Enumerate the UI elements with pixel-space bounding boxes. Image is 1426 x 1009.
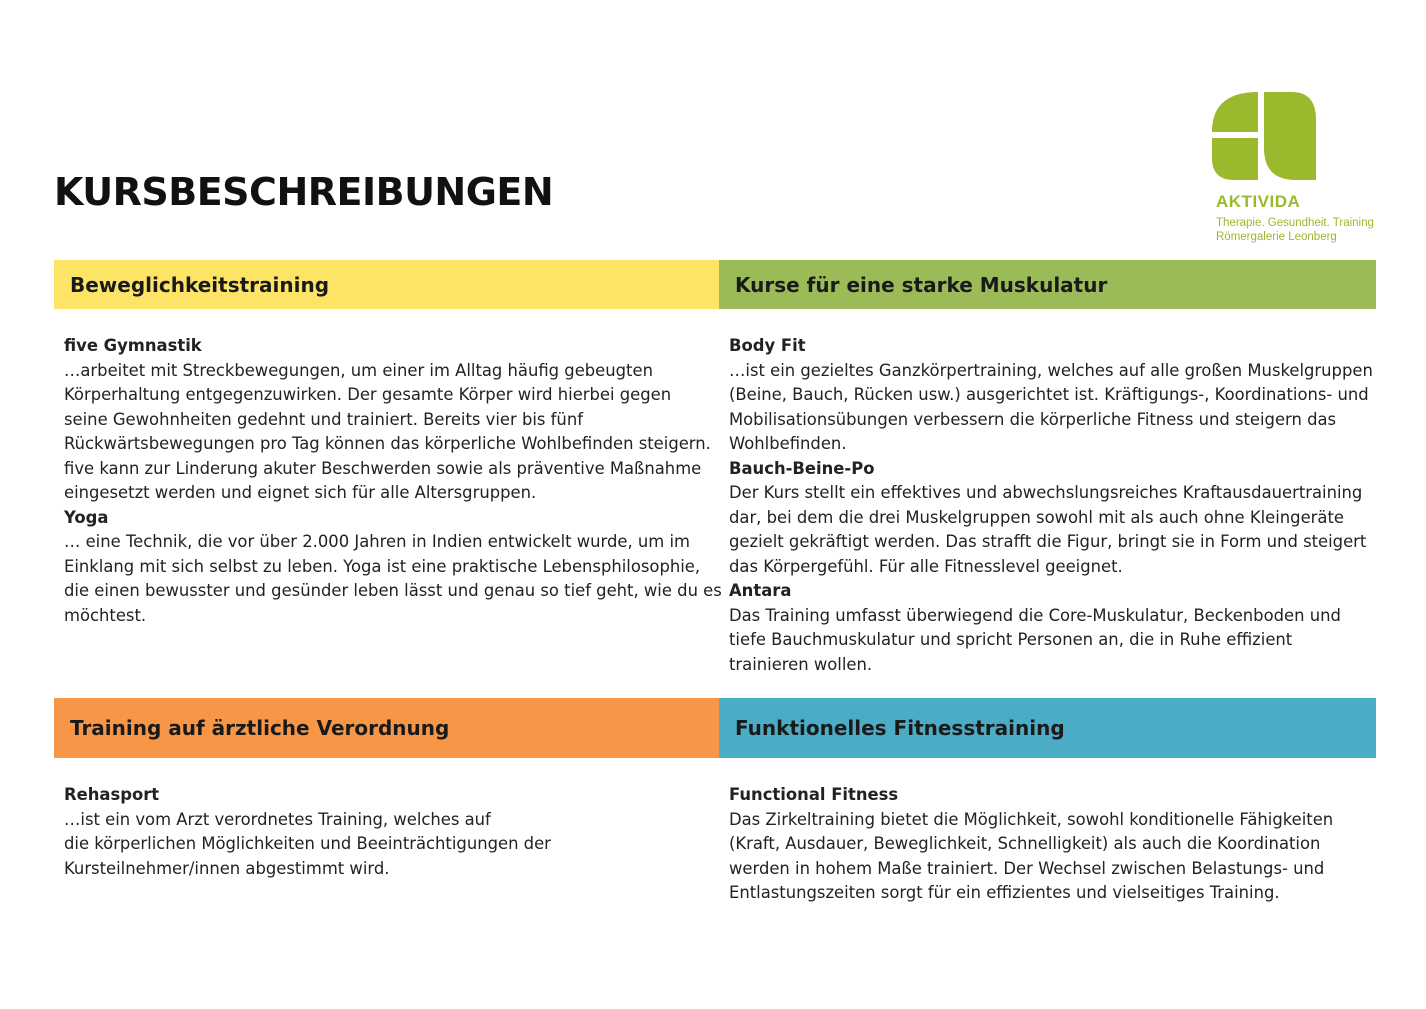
logo-tagline: Therapie. Gesundheit. Training	[1216, 217, 1374, 229]
course-text: …arbeitet mit Streckbewegungen, um einer im Alltag häufig gebeugten	[64, 360, 653, 380]
course-text: werden in hohem Maße trainiert. Der Wechsel zwischen Belastungs- und	[729, 858, 1325, 878]
page-title: KURSBESCHREIBUNGEN	[54, 170, 554, 214]
course-text: Wohlbefinden.	[729, 434, 847, 453]
course-name: five Gymnastik	[64, 336, 202, 355]
course-text: (Kraft, Ausdauer, Beweglichkeit, Schnelligkeit) als auch die Koordination	[729, 834, 1321, 853]
section-header-flexibility: Beweglichkeitstraining	[54, 260, 719, 309]
course-text: …ist ein vom Arzt verordnetes Training, welches auf	[64, 809, 491, 829]
course-text: das Körpergefühl. Für alle Fitnesslevel geeignet.	[729, 556, 1123, 576]
section-body-strength	[729, 334, 1373, 677]
logo-name: AKTIVIDA	[1216, 192, 1301, 211]
course-text: …ist ein gezieltes Ganzkörpertraining, welches auf alle großen Muskelgruppen	[729, 360, 1373, 380]
course-text: Mobilisationsübungen verbessern die körperliche Fitness und steigern das	[729, 409, 1337, 429]
aktivida-logo	[1212, 92, 1382, 252]
course-text: … eine Technik, die vor über 2.000 Jahren in Indien entwickelt wurde, um im	[64, 532, 691, 551]
course-text: Der Kurs stellt ein effektives und abwechslungsreiches Kraftausdauertraining	[729, 483, 1363, 502]
course-text: gezielt gekräftigt werden. Das strafft die Figur, bringt sie in Form und steigert	[729, 532, 1367, 551]
course-name: Functional Fitness	[729, 785, 899, 804]
section-body-medical	[64, 783, 714, 881]
course-text: möchtest.	[64, 605, 147, 625]
course-name: Bauch-Beine-Po	[729, 458, 875, 478]
course-text: Entlastungszeiten sorgt für ein effizientes und vielseitiges Training.	[729, 883, 1280, 902]
section-header-functional: Funktionelles Fitnesstraining	[719, 698, 1376, 758]
course-name: Body Fit	[729, 336, 806, 355]
course-text: trainieren wollen.	[729, 654, 873, 674]
course-text: Das Zirkeltraining bietet die Möglichkeit, sowohl konditionelle Fähigkeiten	[729, 809, 1334, 829]
logo-location: Römergalerie Leonberg	[1216, 231, 1337, 243]
course-text: dar, bei dem die drei Muskelgruppen sowohl mit als auch ohne Kleingeräte	[729, 507, 1344, 527]
aktivida-logo-icon	[1212, 92, 1318, 182]
course-text: seine Gewohnheiten gedehnt und trainiert. Bereits vier bis fünf	[64, 409, 583, 429]
course-name: Rehasport	[64, 785, 160, 804]
course-name: Antara	[729, 581, 792, 600]
course-text: Körperhaltung entgegenzuwirken. Der gesamte Körper wird hierbei gegen	[64, 385, 672, 404]
course-text: Rückwärtsbewegungen pro Tag können das körperliche Wohlbefinden steigern.	[64, 434, 711, 453]
course-text: five kann zur Linderung akuter Beschwerden sowie als präventive Maßnahme	[64, 458, 702, 478]
course-text: Einklang mit sich selbst zu leben. Yoga ist eine praktische Lebensphilosophie,	[64, 556, 701, 576]
course-name: Yoga	[64, 507, 109, 527]
section-body-functional	[729, 783, 1369, 906]
section-body-flexibility	[64, 334, 722, 628]
section-header-strength: Kurse für eine starke Muskulatur	[719, 260, 1376, 309]
section-header-medical: Training auf ärztliche Verordnung	[54, 698, 719, 758]
course-text: eingesetzt werden und eignet sich für alle Altersgruppen.	[64, 483, 537, 502]
course-text: tiefe Bauchmuskulatur und spricht Personen an, die in Ruhe effizient	[729, 630, 1293, 649]
course-text: (Beine, Bauch, Rücken usw.) ausgerichtet ist. Kräftigungs-, Koordinations- und	[729, 385, 1369, 404]
course-text: Das Training umfasst überwiegend die Core-Muskulatur, Beckenboden und	[729, 605, 1341, 625]
course-text: Kursteilnehmer/innen abgestimmt wird.	[64, 858, 390, 878]
course-text: die körperlichen Möglichkeiten und Beeinträchtigungen der	[64, 834, 551, 853]
course-text: die einen bewusster und gesünder leben lässt und genau so tief geht, wie du es	[64, 581, 722, 600]
